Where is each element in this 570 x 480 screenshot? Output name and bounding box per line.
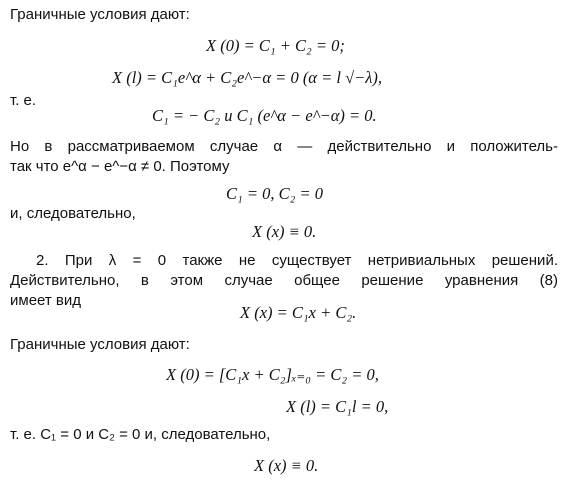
- text-line: Граничные условия дают:: [10, 6, 190, 23]
- text-line: т. е. C₁ = 0 и C₂ = 0 и, следовательно,: [10, 426, 271, 443]
- text-line: имеет вид: [10, 292, 82, 309]
- text-line: так что e^α − e^−α ≠ 0. Поэтому: [10, 158, 230, 175]
- formula: X (0) = [C₁x + C₂]ₓ₌₀ = C₂ = 0,: [166, 365, 379, 384]
- formula: X (l) = C₁e^α + C₂e^−α = 0 (α = l √−λ),: [112, 68, 383, 87]
- formula: X (x) ≡ 0.: [254, 456, 319, 475]
- formula: C₁ = − C₂ и C₁ (e^α − e^−α) = 0.: [152, 106, 377, 125]
- formula: X (0) = C₁ + C₂ = 0;: [206, 36, 345, 55]
- text-line: Но в рассматриваемом случае α — действительно и положитель-: [10, 138, 558, 155]
- text-line: т. е.: [10, 92, 37, 109]
- text-line: 2. При λ = 0 также не существует нетривиальных решений.: [36, 252, 558, 269]
- formula: C₁ = 0, C₂ = 0: [226, 184, 324, 203]
- formula: X (x) ≡ 0.: [252, 222, 317, 241]
- text-line: и, следовательно,: [10, 205, 136, 222]
- text-line: Граничные условия дают:: [10, 336, 190, 353]
- formula: X (l) = C₁l = 0,: [286, 397, 389, 416]
- text-line: Действительно, в этом случае общее решение уравнения (8): [10, 272, 558, 289]
- formula: X (x) = C₁x + C₂.: [240, 303, 357, 322]
